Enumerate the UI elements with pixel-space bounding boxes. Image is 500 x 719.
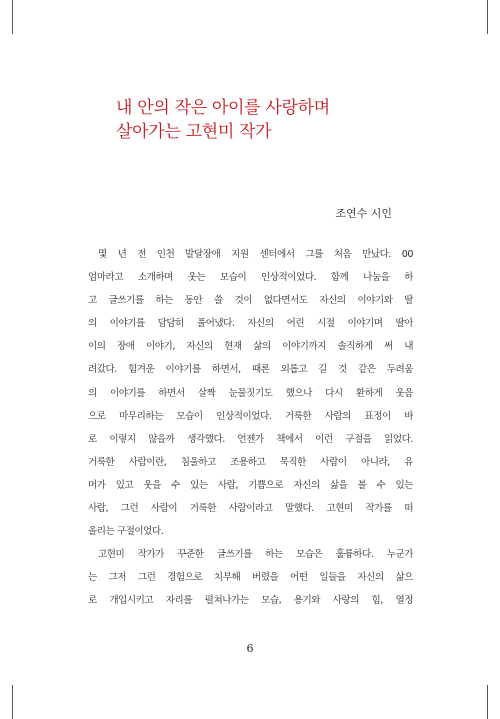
- text-line: 고 글쓰기를 하는 동안 쓸 것이 없다면서도 자신의 이야기와 딸: [88, 295, 413, 307]
- text-line: 머가 있고 웃을 수 있는 사람, 기쁨으로 자신의 삶을 볼 수 있는: [88, 479, 413, 491]
- text-line: 으로 마무리하는 모습이 인상적이었다. 거룩한 사람의 표정이 바: [88, 410, 413, 422]
- text-line: 몇 년 전 인천 발달장애 지원 센터에서 그를 처음 만났다. 00: [98, 249, 413, 260]
- text-line: 는 그저 그런 경험으로 치부해 버렸을 어떤 일들을 자신의 삶으: [88, 572, 413, 584]
- text-line: 엄마라고 소개하며 웃는 모습이 인상적이었다. 함께 나눔을 하: [88, 272, 413, 284]
- page-number: 6: [246, 642, 254, 655]
- text-line: 올리는 구절이었다.: [88, 526, 164, 538]
- text-line: 사람, 그런 사람이 거룩한 사람이라고 말했다. 고현미 작가를 떠: [88, 503, 413, 515]
- chapter-title: [116, 96, 330, 144]
- text-line: 의 이야기를 담담히 풀어냈다. 자신의 어린 시절 이야기며 딸아: [88, 318, 413, 330]
- text-line: 로 개입시키고 자리를 펼쳐나가는 모습, 용기와 사랑의 힘, 열정: [88, 595, 413, 607]
- body-text: [88, 243, 413, 613]
- crop-mark-top-left: [12, 0, 13, 34]
- text-line: 거룩한 사람이란, 침울하고 조용하고 묵직한 사람이 아니라, 유: [88, 456, 413, 468]
- text-line: 고현미 작가가 꾸준한 글쓰기를 하는 모습은 훌륭하다. 누군가: [98, 549, 413, 561]
- text-line: 이의 장애 이야기, 자신의 현재 삶의 이야기까지 솔직하게 써 내: [88, 341, 413, 353]
- crop-mark-top-right: [487, 0, 488, 34]
- text-line: 려갔다. 힘겨운 이야기를 하면서, 때론 외롭고 길 것 같은 두려움: [88, 364, 413, 376]
- text-line: 로 이렇지 않을까 생각했다. 언젠가 책에서 이런 구절을 읽었다.: [88, 433, 413, 445]
- paragraph-1: [88, 243, 413, 543]
- chapter-title-line-1: 내 안의 작은 아이를 사랑하며: [116, 98, 330, 118]
- chapter-title-line-2: 살아가는 고현미 작가: [116, 122, 272, 142]
- crop-mark-bottom-left: [12, 685, 13, 719]
- crop-mark-bottom-right: [487, 685, 488, 719]
- author-name: 조연수 시인: [335, 207, 392, 220]
- text-line: 의 이야기를 하면서 살짝 눈물짓기도 했으나 다시 환하게 웃음: [88, 387, 413, 399]
- paragraph-2: [88, 543, 413, 612]
